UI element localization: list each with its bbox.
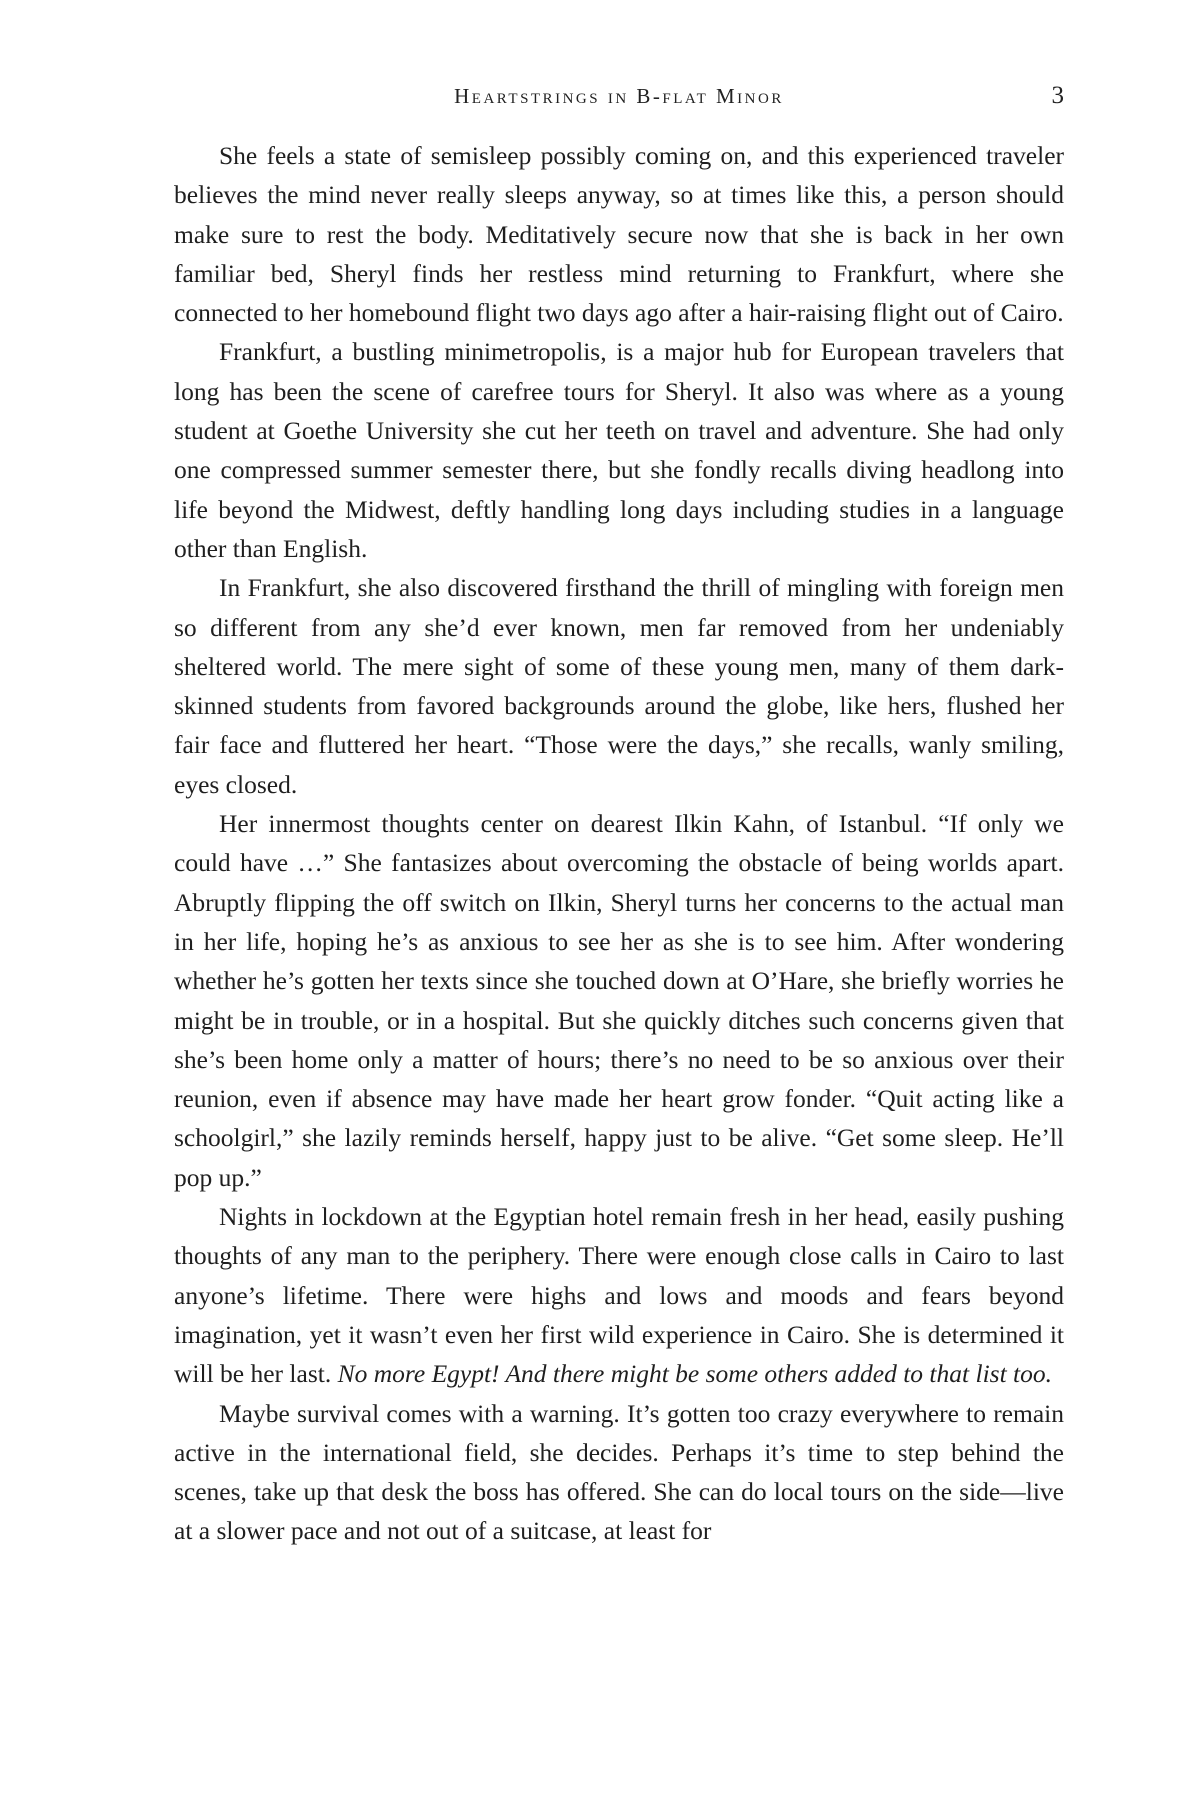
paragraph xyxy=(174,568,1064,804)
paragraph-text: Her innermost thoughts center on dearest Ilkin Kahn, of Istanbul. “If only we could have …” She fantasizes about overcoming the obstacle of being worlds apart. Abruptly flipping the off switch on Ilkin, Sheryl turns her concerns to the actual man in her life, hoping he’s as anxious to see her as she is to see him. After wondering whether he’s gotten her texts since she touched down at O’Hare, she briefly worries he might be in trouble, or in a hospital. But she quickly ditches such concerns given that she’s been home only a matter of hours; there’s no need to be so anxious over their reunion, even if absence may have made her heart grow fonder. “Quit acting like a schoolgirl,” she lazily reminds herself, happy just to be alive. “Get some sleep. He’ll pop up.” xyxy=(174,809,1064,1192)
page-number: 3 xyxy=(1051,82,1064,109)
paragraph xyxy=(174,804,1064,1197)
italic-thought: No more Egypt! And there might be some others added to that list too. xyxy=(337,1359,1052,1389)
body-text xyxy=(174,136,1064,1551)
paragraph-text: Nights in lockdown at the Egyptian hotel remain fresh in her head, easily pushing thoughts of any man to the periphery. There were enough close calls in Cairo to last anyone’s lifetime. There were highs and lows and moods and fears beyond imagination, yet it wasn’t even her first wild experience in Cairo. She is determined it will be her last. xyxy=(174,1202,1064,1389)
paragraph xyxy=(174,1394,1064,1551)
paragraph xyxy=(174,136,1064,332)
paragraph-text: Maybe survival comes with a warning. It’s gotten too crazy everywhere to remain active in the international field, she decides. Perhaps it’s time to step behind the scenes, take up that desk the boss has offered. She can do local tours on the side—live at a slower pace and not out of a suitcase, at least for xyxy=(174,1398,1064,1546)
paragraph-text: In Frankfurt, she also discovered firsthand the thrill of mingling with foreign men so different from any she’d ever known, men far removed from her undeniably sheltered world. The mere sight of some of these young men, many of them dark-skinned students from favored backgrounds around the globe, like hers, flushed her fair face and fluttered her heart. “Those were the days,” she recalls, wanly smiling, eyes closed. xyxy=(174,573,1064,799)
paragraph-text: She feels a state of semisleep possibly coming on, and this experienced traveler believes the mind never really sleeps anyway, so at times like this, a person should make sure to rest the body. Meditatively secure now that she is back in her own familiar bed, Sheryl finds her restless mind returning to Frankfurt, where she connected to her homebound flight two days ago after a hair-raising flight out of Cairo. xyxy=(174,141,1064,328)
running-head xyxy=(174,84,1064,114)
running-title: Heartstrings in B-flat Minor xyxy=(454,84,784,108)
paragraph xyxy=(174,1197,1064,1393)
paragraph-text: Frankfurt, a bustling minimetropolis, is a major hub for European travelers that long has been the scene of carefree tours for Sheryl. It also was where as a young student at Goethe University she cut her teeth on travel and adventure. She had only one compressed summer semester there, but she fondly recalls diving headlong into life beyond the Midwest, deftly handling long days including studies in a language other than English. xyxy=(174,337,1064,563)
paragraph xyxy=(174,332,1064,568)
